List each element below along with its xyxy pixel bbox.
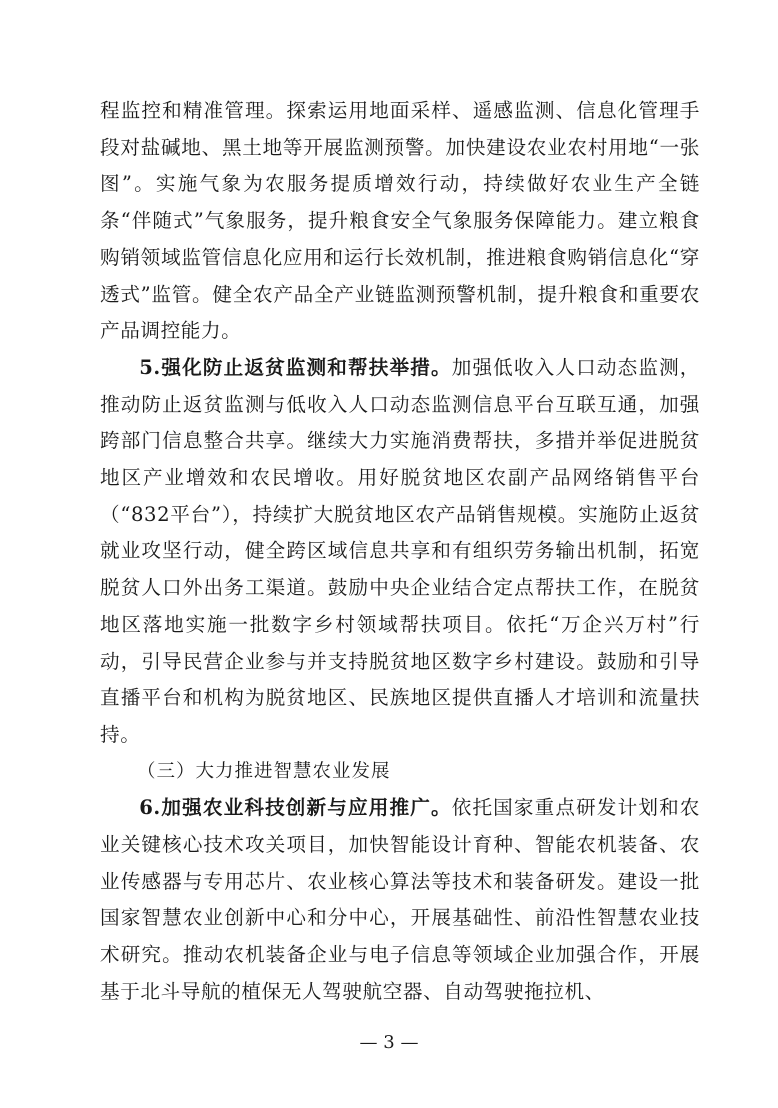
item-5-body: 加强低收入人口动态监测，推动防止返贫监测与低收入人口动态监测信息平台互联互通，加强跨部门信息整合共享。继续大力实施消费帮扶，多措并举促进脱贫地区产业增效和农民增收。用好脱贫地区农副产品网络销售平台（“832平台”），持续扩大脱贫地区农产品销售规模。实施防止返贫就业攻坚行动，健全跨区域信息共享和有组织劳务输出机制，拓宽脱贫人口外出务工渠道。鼓励中央企业结合定点帮扶工作，在脱贫地区落地实施一批数字乡村领域帮扶项目。依托“万企兴万村”行动，引导民营企业参与并支持脱贫地区数字乡村建设。鼓励和引导直播平台和机构为脱贫地区、民族地区提供直播人才培训和流量扶持。 [100,355,700,746]
paragraph-item-5 [100,350,700,754]
item-6-body: 依托国家重点研发计划和农业关键核心技术攻关项目，加快智能设计育种、智能农机装备、农业传感器与专用芯片、农业核心算法等技术和装备研发。建设一批国家智慧农业创新中心和分中心，开展基础性、前沿性智慧农业技术研究。推动农机装备企业与电子信息等领域企业加强合作，开展基于北斗导航的植保无人驾驶航空器、自动驾驶拖拉机、 [100,796,700,1003]
item-6-heading: 6.加强农业科技创新与应用推广。 [139,796,452,820]
section-heading-3: （三）大力推进智慧农业发展 [137,760,391,782]
document-body [100,93,700,1011]
paragraph-item-6 [100,790,700,1010]
item-5-heading: 5.强化防止返贫监测和帮扶举措。 [139,355,452,379]
paragraph-continued: 程监控和精准管理。探索运用地面采样、遥感监测、信息化管理手段对盐碱地、黑土地等开展监测预警。加快建设农业农村用地“一张图”。实施气象为农服务提质增效行动，持续做好农业生产全链条“伴随式”气象服务，提升粮食安全气象服务保障能力。建立粮食购销领域监管信息化应用和运行长效机制，推进粮食购销信息化“穿透式”监管。健全农产品全产业链监测预警机制，提升粮食和重要农产品调控能力。 [100,99,700,343]
page-number: — 3 — [359,1032,419,1053]
